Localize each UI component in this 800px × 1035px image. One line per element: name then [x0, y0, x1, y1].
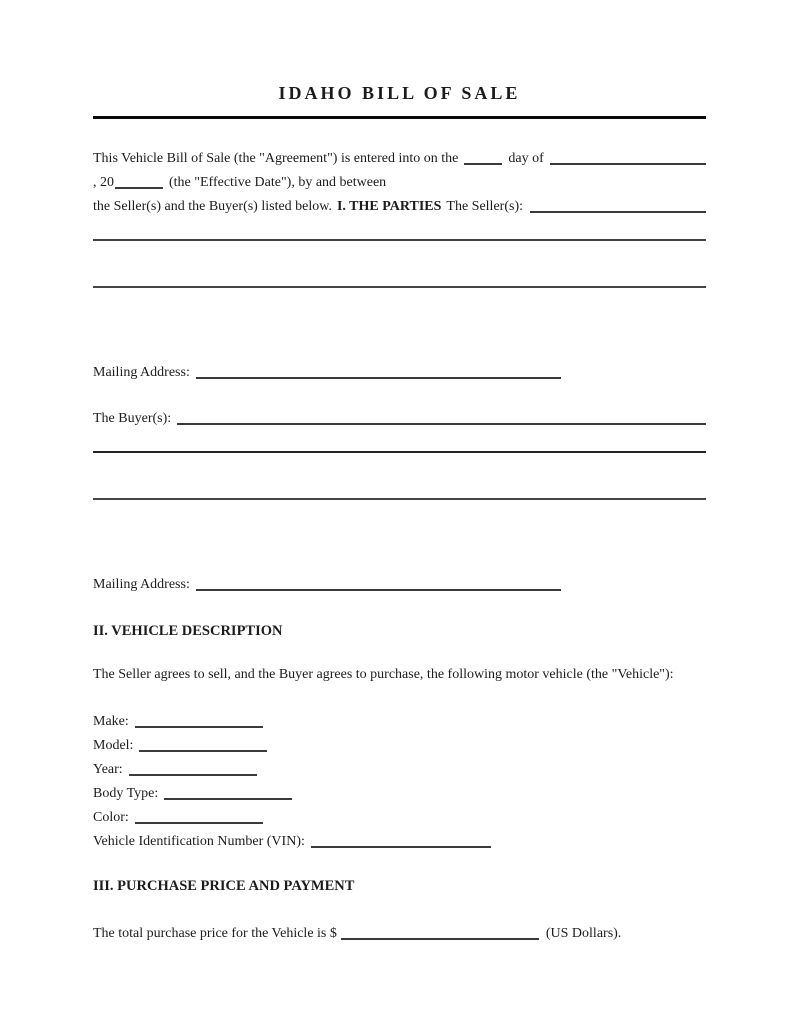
parties-section-heading: I. THE PARTIES [336, 199, 442, 214]
intro-day-of-text: day of [508, 151, 544, 166]
vehicle-fields [93, 710, 706, 854]
color-label: Color: [93, 810, 129, 825]
buyer-extra-line-1[interactable] [93, 451, 706, 453]
intro-parties-prefix-text: the Seller(s) and the Buyer(s) listed below. [93, 199, 332, 214]
purchase-price-prefix-text: The total purchase price for the Vehicle is $ [93, 926, 337, 941]
purchase-price-field[interactable] [341, 926, 539, 940]
buyer-mailing-address-field[interactable] [196, 577, 561, 591]
buyer-mailing-label: Mailing Address: [93, 577, 190, 592]
intro-line-2 [93, 171, 706, 195]
vin-label: Vehicle Identification Number (VIN): [93, 834, 305, 849]
make-row [93, 710, 706, 734]
buyer-mailing-row [93, 573, 706, 597]
seller-label: The Seller(s): [446, 199, 523, 214]
seller-extra-line-2[interactable] [93, 286, 706, 288]
year-field[interactable] [129, 762, 257, 776]
model-label: Model: [93, 738, 134, 753]
seller-extra-line-1[interactable] [93, 239, 706, 241]
make-field[interactable] [135, 714, 263, 728]
intro-entered-text: This Vehicle Bill of Sale (the "Agreement") is entered into on the [93, 151, 459, 166]
intro-effective-suffix-text: (the "Effective Date"), by and between [169, 175, 387, 190]
color-field[interactable] [135, 810, 263, 824]
buyer-name-field[interactable] [177, 411, 706, 425]
model-row [93, 734, 706, 758]
effective-day-field[interactable] [464, 151, 502, 165]
color-row [93, 806, 706, 830]
model-field[interactable] [139, 738, 267, 752]
effective-year-field[interactable] [115, 175, 163, 189]
buyer-row [93, 407, 706, 431]
purchase-section-heading: III. PURCHASE PRICE AND PAYMENT [93, 878, 355, 894]
seller-mailing-label: Mailing Address: [93, 365, 190, 380]
purchase-price-row [93, 922, 706, 946]
intro-line-1 [93, 147, 706, 171]
vin-field[interactable] [311, 834, 491, 848]
seller-mailing-row [93, 361, 706, 385]
purchase-price-suffix-text: (US Dollars). [545, 926, 622, 941]
seller-name-field[interactable] [530, 199, 706, 213]
make-label: Make: [93, 714, 129, 729]
buyer-label: The Buyer(s): [93, 411, 172, 426]
vehicle-section-heading: II. VEHICLE DESCRIPTION [93, 623, 283, 639]
vin-row [93, 830, 706, 854]
title-rule [93, 116, 706, 119]
effective-month-field[interactable] [550, 151, 706, 165]
buyer-extra-line-2[interactable] [93, 498, 706, 500]
page-title: IDAHO BILL OF SALE [278, 83, 521, 103]
body-type-row [93, 782, 706, 806]
seller-mailing-address-field[interactable] [196, 365, 561, 379]
vehicle-intro-text: The Seller agrees to sell, and the Buyer agrees to purchase, the following motor vehicle (the "Vehicle"): [93, 667, 674, 682]
body-type-field[interactable] [164, 786, 292, 800]
year-label: Year: [93, 762, 123, 777]
intro-paragraph [93, 147, 706, 219]
intro-line-3 [93, 195, 706, 219]
body-type-label: Body Type: [93, 786, 159, 801]
year-row [93, 758, 706, 782]
intro-year-prefix-text: , 20 [93, 175, 114, 190]
